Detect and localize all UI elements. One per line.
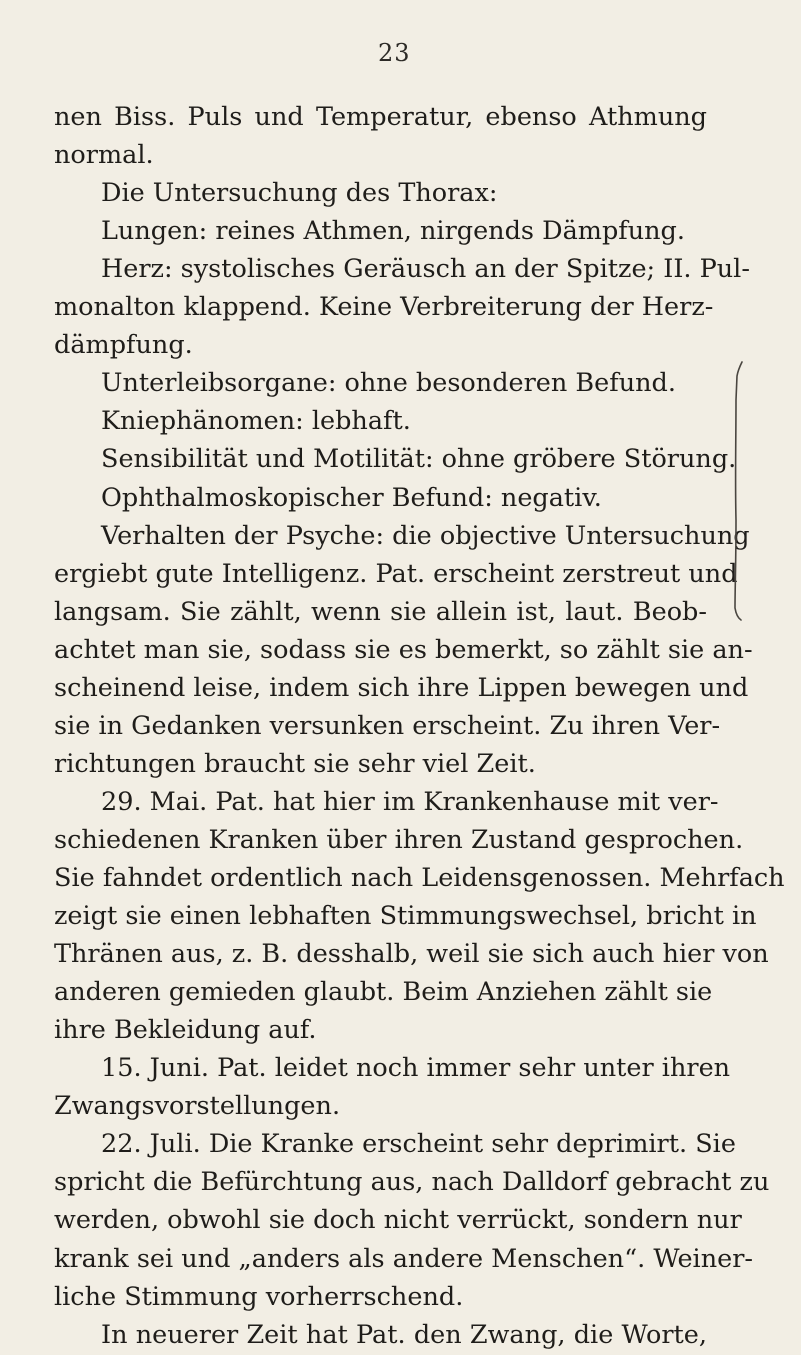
text-line: sie in Gedanken versunken erscheint. Zu ihren Ver- bbox=[54, 711, 721, 741]
text-line: anderen gemieden glaubt. Beim Anziehen zählt sie bbox=[54, 977, 713, 1007]
text-line: achtet man sie, sodass sie es bemerkt, so zählt sie an- bbox=[54, 635, 753, 665]
text-line: zeigt sie einen lebhaften Stimmungswechsel, bricht in bbox=[54, 901, 757, 931]
text-line: Sensibilität und Motilität: ohne gröbere Störung. bbox=[101, 444, 737, 474]
text-line: 22. Juli. Die Kranke erscheint sehr deprimirt. Sie bbox=[101, 1129, 736, 1159]
text-line: ihre Bekleidung auf. bbox=[54, 1015, 317, 1045]
text-line: Verhalten der Psyche: die objective Untersuchung bbox=[101, 521, 750, 551]
text-line: Kniephänomen: lebhaft. bbox=[101, 406, 411, 436]
text-line: liche Stimmung vorherrschend. bbox=[54, 1282, 464, 1312]
text-line: Die Untersuchung des Thorax: bbox=[101, 178, 498, 208]
text-line: nen Biss. Puls und Temperatur, ebenso Athmung bbox=[54, 102, 707, 132]
text-line: monalton klappend. Keine Verbreiterung der Herz- bbox=[54, 292, 714, 322]
text-line: langsam. Sie zählt, wenn sie allein ist, laut. Beob- bbox=[54, 597, 707, 627]
text-line: werden, obwohl sie doch nicht verrückt, sondern nur bbox=[54, 1205, 742, 1235]
text-line: schiedenen Kranken über ihren Zustand gesprochen. bbox=[54, 825, 744, 855]
page-number: 23 bbox=[378, 39, 411, 67]
margin-bracket-icon bbox=[730, 360, 750, 622]
text-line: Herz: systolisches Geräusch an der Spitze; II. Pul- bbox=[101, 254, 750, 284]
text-line: normal. bbox=[54, 140, 154, 170]
text-line: ergiebt gute Intelligenz. Pat. erscheint zerstreut und bbox=[54, 559, 738, 589]
text-line: 29. Mai. Pat. hat hier im Krankenhause mit ver- bbox=[101, 787, 719, 817]
text-line: Lungen: reines Athmen, nirgends Dämpfung. bbox=[101, 216, 685, 246]
text-line: Sie fahndet ordentlich nach Leidensgenossen. Mehrfach bbox=[54, 863, 785, 893]
text-line: In neuerer Zeit hat Pat. den Zwang, die Worte, bbox=[101, 1320, 707, 1350]
text-line: Unterleibsorgane: ohne besonderen Befund. bbox=[101, 368, 676, 398]
text-line: 15. Juni. Pat. leidet noch immer sehr unter ihren bbox=[101, 1053, 731, 1083]
text-line: richtungen braucht sie sehr viel Zeit. bbox=[54, 749, 536, 779]
text-line: dämpfung. bbox=[54, 330, 193, 360]
text-line: scheinend leise, indem sich ihre Lippen bewegen und bbox=[54, 673, 749, 703]
text-line: krank sei und „anders als andere Menschen“. Weiner- bbox=[54, 1244, 754, 1274]
text-line: Thränen aus, z. B. desshalb, weil sie sich auch hier von bbox=[54, 939, 769, 969]
text-line: Zwangsvorstellungen. bbox=[54, 1091, 341, 1121]
margin-bracket-mark bbox=[730, 360, 750, 622]
text-line: Ophthalmoskopischer Befund: negativ. bbox=[101, 483, 602, 513]
text-line: spricht die Befürchtung aus, nach Dalldorf gebracht zu bbox=[54, 1167, 770, 1197]
